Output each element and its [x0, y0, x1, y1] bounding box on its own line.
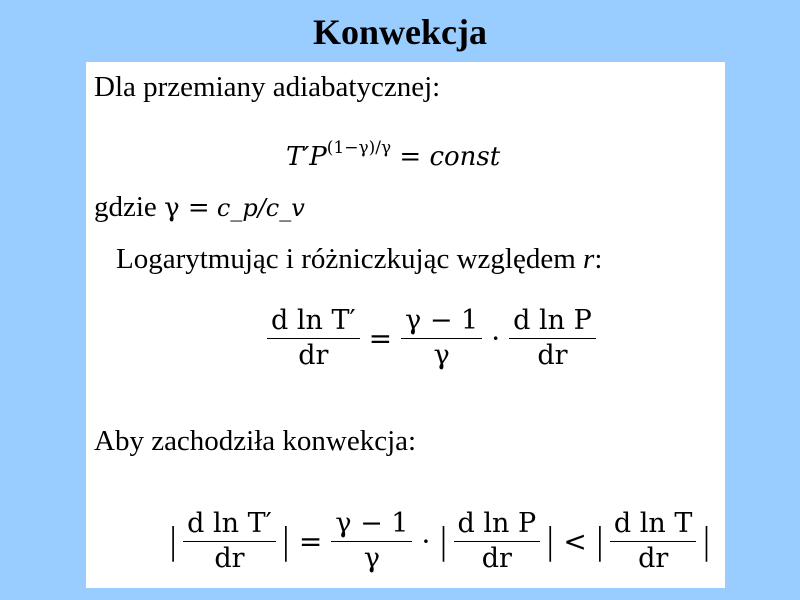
fraction-numerator: γ − 1 [331, 507, 412, 542]
fraction-dlnP [454, 507, 541, 576]
gdzie-label: gdzie [94, 191, 157, 223]
convection-inequality [166, 507, 714, 576]
equals-sign: = [298, 525, 323, 558]
log-diff-line [116, 242, 602, 276]
fraction-dlnP [509, 304, 596, 373]
fraction-denominator: γ [433, 340, 450, 371]
abs-bar: | [700, 521, 713, 562]
gamma-definition-rhs: c_p/c_v [216, 194, 305, 222]
abs-bar: | [279, 521, 292, 562]
log-diff-text: Logarytmując i różniczkując względem [116, 243, 576, 275]
fraction-numerator: d ln P [454, 507, 541, 542]
fraction-numerator: d ln T′ [183, 507, 276, 542]
log-diff-colon: : [594, 243, 603, 275]
content-panel [86, 62, 725, 588]
gamma-definition [94, 190, 305, 225]
less-than-sign: < [563, 525, 587, 558]
fraction-numerator: d ln T [610, 507, 696, 542]
equals-sign: = [368, 322, 393, 355]
fraction-dlnT-prime [183, 507, 276, 576]
fraction-numerator: d ln P [509, 304, 596, 339]
abs-bar: | [593, 521, 606, 562]
convection-line: Aby zachodziła konwekcja: [94, 425, 417, 457]
fraction-denominator: γ [363, 543, 380, 574]
adiabatic-equation-base: T′P [286, 142, 327, 172]
adiabatic-line: Dla przemiany adiabatycznej: [94, 71, 441, 103]
fraction-dlnT [610, 507, 696, 576]
abs-bar: | [167, 521, 180, 562]
fraction-numerator: γ − 1 [401, 304, 482, 339]
gradient-equation [264, 304, 599, 373]
log-diff-variable: r [583, 243, 595, 275]
adiabatic-equation [286, 138, 501, 172]
gamma-definition-lhs: γ = [164, 193, 210, 223]
fraction-gamma [401, 304, 482, 373]
fraction-denominator: dr [537, 340, 568, 371]
fraction-denominator: dr [298, 340, 329, 371]
abs-bar: | [437, 521, 450, 562]
fraction-denominator: dr [214, 543, 245, 574]
adiabatic-equation-rhs: = const [399, 142, 501, 172]
dot-operator: · [421, 525, 431, 558]
adiabatic-equation-exponent: (1−γ)/γ [326, 138, 392, 158]
abs-bar: | [544, 521, 557, 562]
fraction-dlnT-prime [267, 304, 360, 373]
fraction-numerator: d ln T′ [267, 304, 360, 339]
slide-title: Konwekcja [313, 12, 487, 52]
fraction-denominator: dr [481, 543, 512, 574]
dot-operator: · [491, 322, 501, 355]
fraction-gamma [331, 507, 412, 576]
fraction-denominator: dr [638, 543, 669, 574]
